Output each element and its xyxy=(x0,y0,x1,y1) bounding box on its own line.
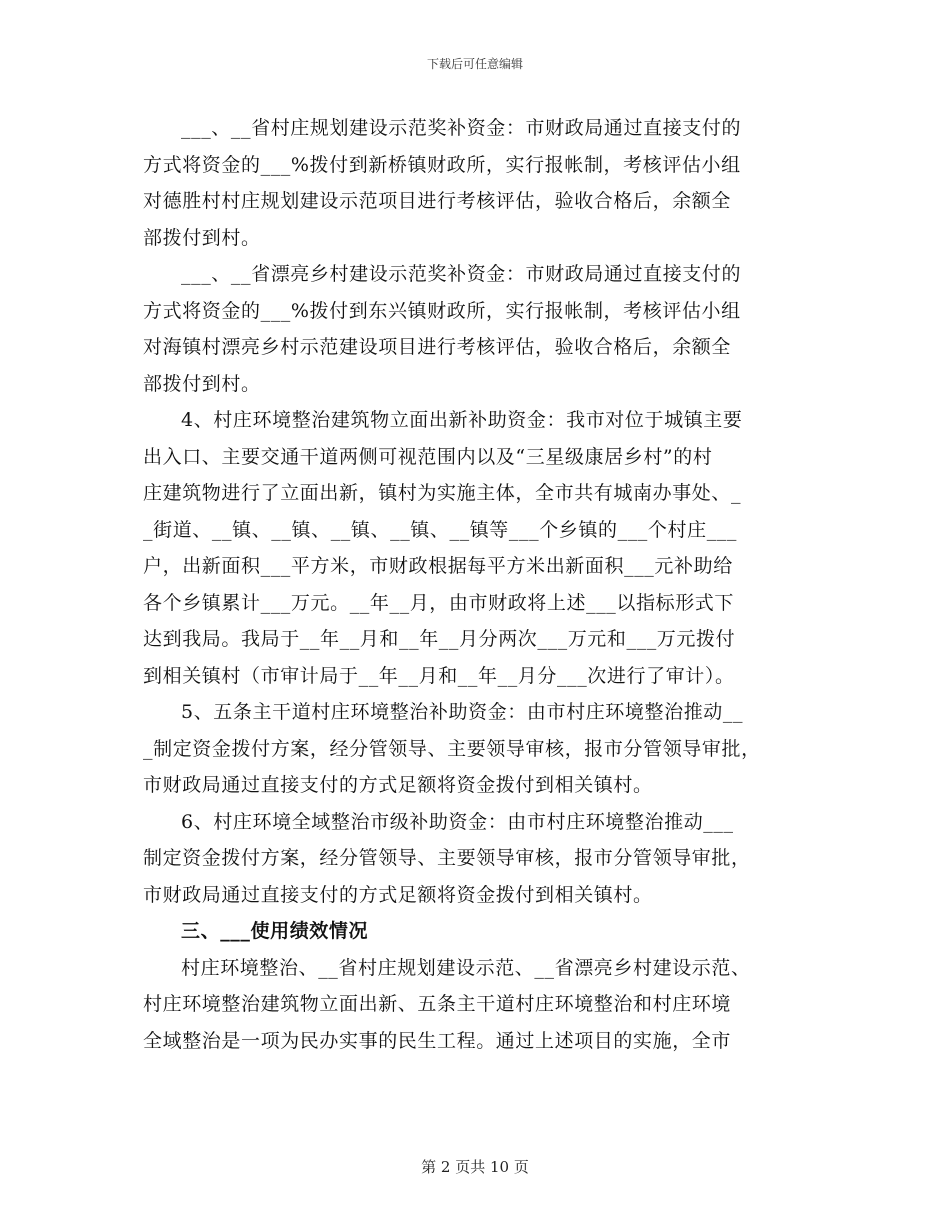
text-line: 6、村庄环境全域整治市级补助资金：由市村庄环境整治推动___ xyxy=(181,810,734,833)
paragraph-facade-renovation-fund xyxy=(143,402,815,694)
text-line: 对德胜村村庄规划建设示范项目进行考核评估，验收合格后，余额全 xyxy=(143,190,732,212)
text-line: 方式将资金的___%拨付到新桥镇财政所，实行报帐制，考核评估小组 xyxy=(143,153,741,176)
paragraph-beautiful-village-fund xyxy=(143,256,815,402)
text-line: 全域整治是一项为民办实事的民生工程。通过上述项目的实施，全市 xyxy=(143,1029,732,1052)
page-number: 第 2 页共 10 页 xyxy=(421,1158,529,1176)
text-line: 出入口、主要交通干道两侧可视范围内以及“三星级康居乡村”的村 xyxy=(143,445,713,468)
text-line: 到相关镇村（市审计局于__年__月和__年__月分___次进行了审计）。 xyxy=(143,664,735,687)
paragraph-performance xyxy=(143,950,815,1060)
document-body xyxy=(143,110,815,1059)
text-line: 5、五条主干道村庄环境整治补助资金：由市村庄环境整治推动__ xyxy=(181,701,744,723)
text-line: 庄建筑物进行了立面出新，镇村为实施主体，全市共有城南办事处、_ xyxy=(143,482,742,504)
text-line: 各个乡镇累计___万元。__年__月，由市财政将上述___以指标形式下 xyxy=(143,591,735,614)
text-line: 达到我局。我局于__年__月和__年__月分两次___万元和___万元拨付 xyxy=(143,628,736,650)
text-line: 对海镇村漂亮乡村示范建设项目进行考核评估，验收合格后，余额全 xyxy=(143,336,732,358)
text-line: 4、村庄环境整治建筑物立面出新补助资金：我市对位于城镇主要 xyxy=(181,409,743,431)
text-line: 市财政局通过直接支付的方式足额将资金拨付到相关镇村。 xyxy=(143,774,653,796)
text-line: 部拨付到村。 xyxy=(143,372,261,395)
text-line: 方式将资金的___%拨付到东兴镇财政所，实行报帐制，考核评估小组 xyxy=(143,299,741,322)
page-header: 下载后可任意编辑 xyxy=(426,57,523,71)
text-line: _街道、__镇、__镇、__镇、__镇、__镇等___个乡镇的___个村庄___ xyxy=(143,518,738,541)
section-heading: 三、___使用绩效情况 xyxy=(181,920,369,942)
paragraph-provincial-planning-fund xyxy=(143,110,815,256)
text-line: 村庄环境整治、__省村庄规划建设示范、__省漂亮乡村建设示范、 xyxy=(181,956,751,979)
paragraph-global-renovation-fund xyxy=(143,804,815,914)
paragraph-trunk-road-fund xyxy=(143,694,815,804)
text-line: 户，出新面积___平方米，市财政根据每平方米出新面积___元补助给 xyxy=(143,555,733,577)
text-line: 制定资金拨付方案，经分管领导、主要领导审核，报市分管领导审批， xyxy=(143,847,751,869)
text-line: ___、__省村庄规划建设示范奖补资金：市财政局通过直接支付的 xyxy=(181,117,742,139)
text-line: 村庄环境整治建筑物立面出新、五条主干道村庄环境整治和村庄环境 xyxy=(143,993,732,1015)
text-line: 市财政局通过直接支付的方式足额将资金拨付到相关镇村。 xyxy=(143,883,653,906)
text-line: _制定资金拨付方案，经分管领导、主要领导审核，报市分管领导审批， xyxy=(143,737,761,760)
text-line: ___、__省漂亮乡村建设示范奖补资金：市财政局通过直接支付的 xyxy=(181,263,742,285)
text-line: 部拨付到村。 xyxy=(143,226,261,249)
